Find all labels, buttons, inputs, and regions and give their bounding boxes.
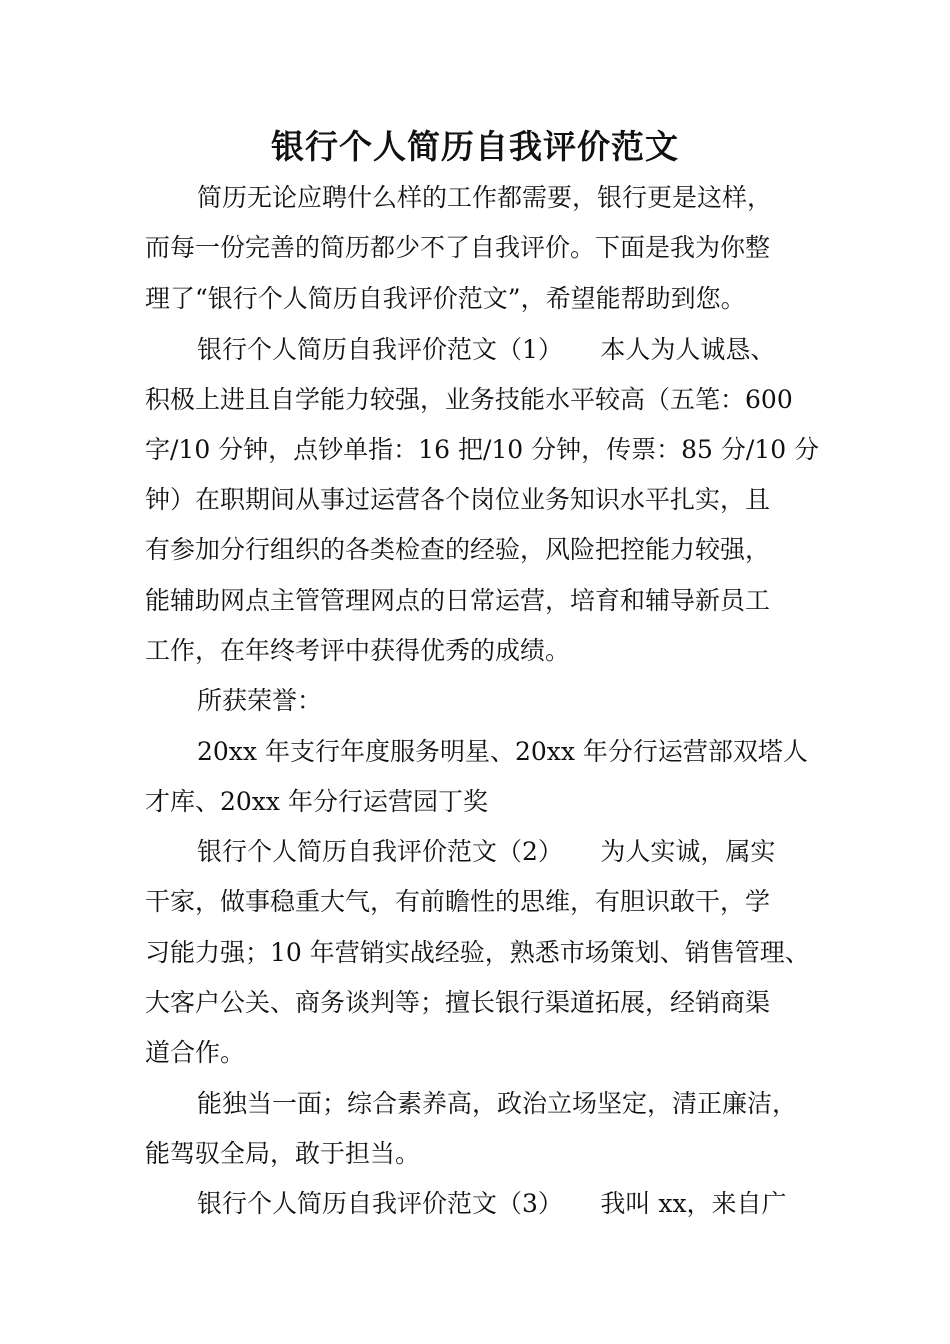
- text-line: 能驾驭全局，敢于担当。: [145, 1139, 421, 1168]
- text-line: 银行个人简历自我评价范文（2） 为人实诚，属实: [197, 837, 776, 866]
- text-line: 能独当一面；综合素养高，政治立场坚定，清正廉洁，: [197, 1089, 798, 1118]
- document-title: 银行个人简历自我评价范文: [271, 127, 679, 166]
- text-line: 理了“银行个人简历自我评价范文”，希望能帮助到您。: [145, 284, 746, 313]
- text-line: 银行个人简历自我评价范文（3） 我叫 xx，来自广: [197, 1189, 787, 1218]
- section-label: 所获荣誉：: [197, 686, 323, 715]
- text-line: 干家，做事稳重大气，有前瞻性的思维，有胆识敢干，学: [145, 887, 771, 916]
- text-line: 工作，在年终考评中获得优秀的成绩。: [145, 636, 571, 665]
- text-line: 有参加分行组织的各类检查的经验，风险把控能力较强，: [145, 535, 771, 564]
- text-line: 钟）在职期间从事过运营各个岗位业务知识水平扎实，且: [145, 485, 771, 514]
- text-line: 而每一份完善的简历都少不了自我评价。下面是我为你整: [145, 233, 771, 262]
- text-line: 简历无论应聘什么样的工作都需要，银行更是这样，: [197, 183, 773, 212]
- text-line: 能辅助网点主管管理网点的日常运营，培育和辅导新员工: [145, 586, 771, 615]
- text-line: 银行个人简历自我评价范文（1） 本人为人诚恳、: [197, 335, 776, 364]
- text-line: 道合作。: [145, 1038, 246, 1067]
- text-line: 习能力强；10 年营销实战经验，熟悉市场策划、销售管理、: [145, 938, 810, 967]
- text-line: 20xx 年支行年度服务明星、20xx 年分行运营部双塔人: [197, 737, 808, 766]
- text-line: 字/10 分钟，点钞单指：16 把/10 分钟，传票：85 分/10 分: [145, 435, 820, 464]
- text-line: 才库、20xx 年分行运营园丁奖: [145, 787, 488, 816]
- text-line: 大客户公关、商务谈判等；擅长银行渠道拓展，经销商渠: [145, 988, 771, 1017]
- text-line: 积极上进且自学能力较强，业务技能水平较高（五笔：600: [145, 385, 793, 414]
